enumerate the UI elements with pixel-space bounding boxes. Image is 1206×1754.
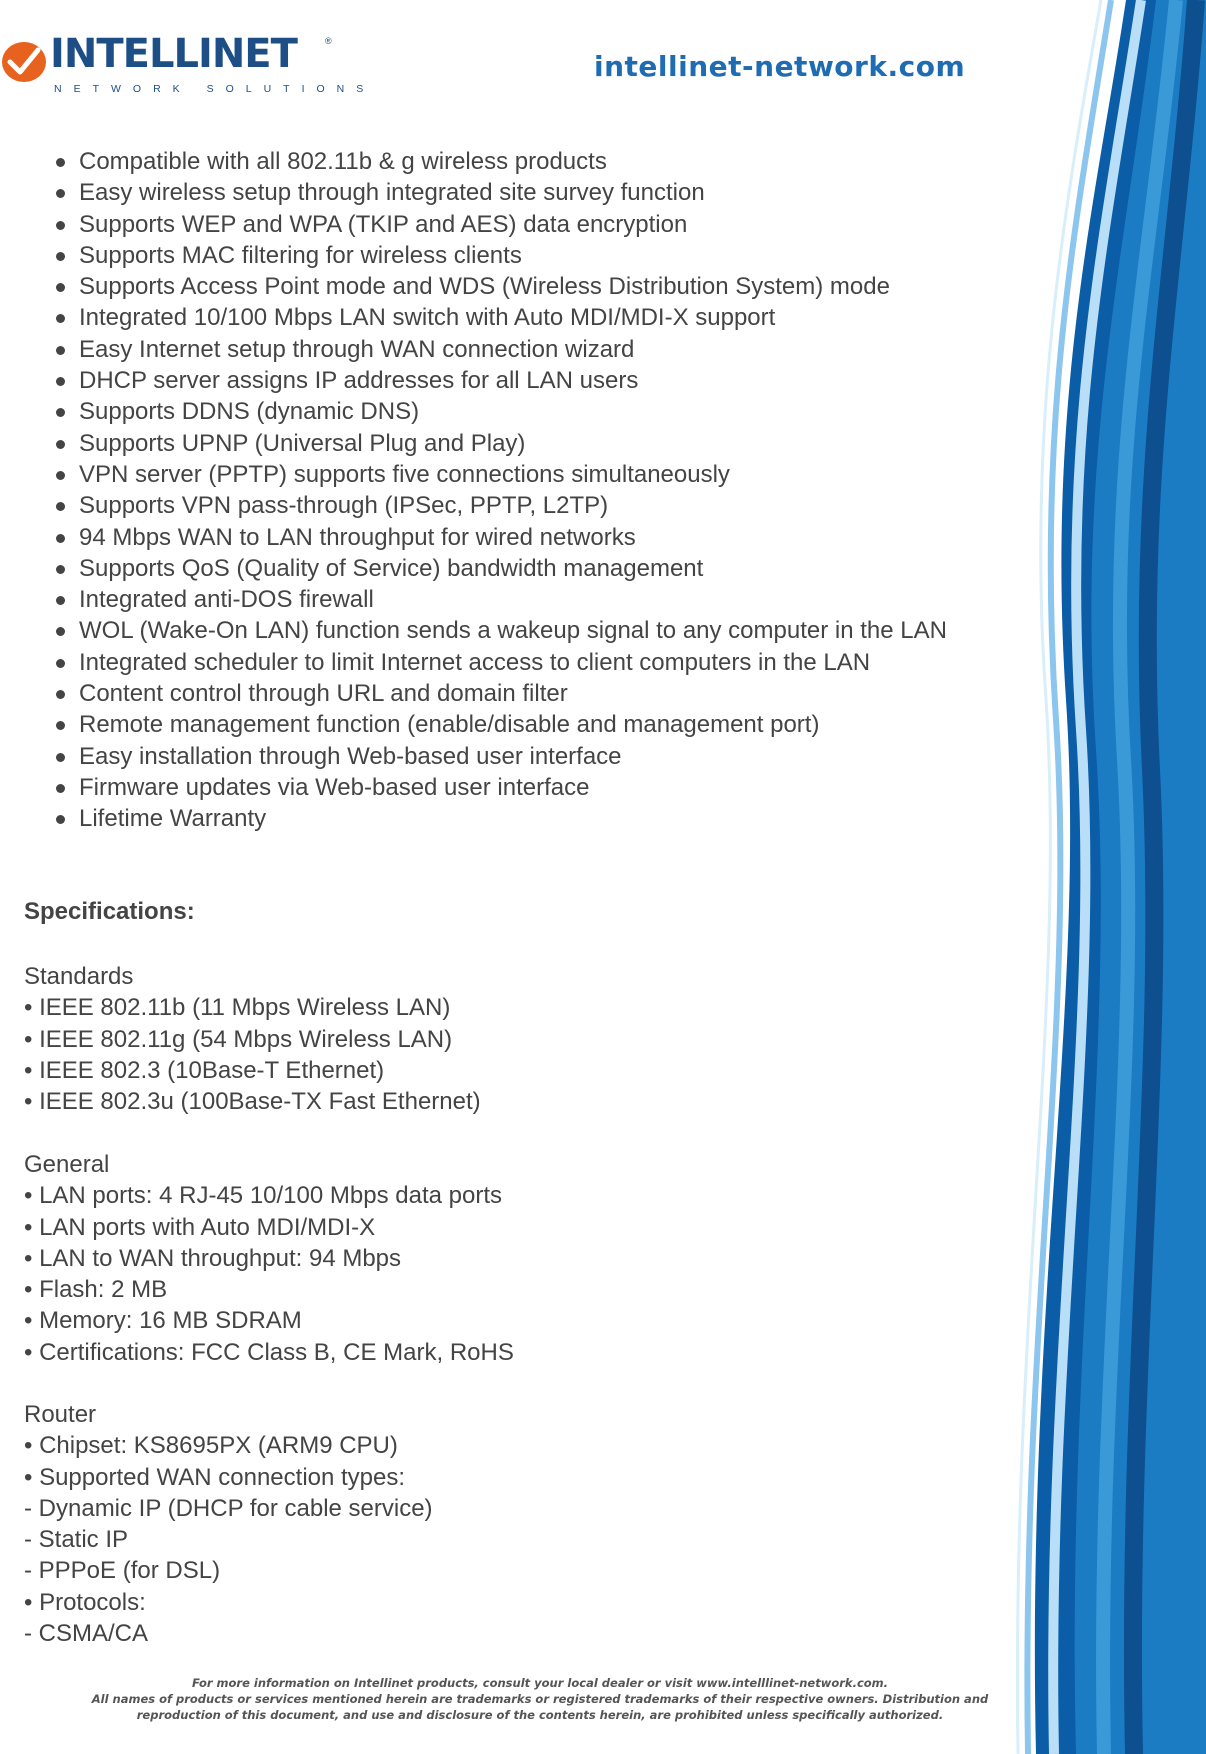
list-item: Easy Internet setup through WAN connection wizard	[54, 334, 947, 365]
general-section	[24, 1149, 514, 1368]
list-item: Content control through URL and domain filter	[54, 678, 947, 709]
footer-line: All names of products or services mentioned herein are trademarks or registered trademarks of their respective owners. Distribution and	[91, 1692, 989, 1706]
list-item: VPN server (PPTP) supports five connections simultaneously	[54, 459, 947, 490]
spec-item: • LAN to WAN throughput: 94 Mbps	[24, 1244, 402, 1272]
spec-item: • IEEE 802.11b (11 Mbps Wireless LAN)	[24, 994, 451, 1022]
bullet-icon	[56, 815, 65, 824]
bullet-icon	[56, 753, 65, 762]
spec-item: - PPPoE (for DSL)	[24, 1557, 221, 1585]
bullet-icon	[56, 346, 65, 355]
spec-item: • IEEE 802.3u (100Base-TX Fast Ethernet)	[24, 1088, 481, 1116]
bullet-icon	[56, 627, 65, 636]
footer-line: reproduction of this document, and use and disclosure of the contents herein, are prohibited unless specifically authorized.	[136, 1708, 944, 1722]
spec-item: • LAN ports with Auto MDI/MDI-X	[24, 1213, 376, 1241]
list-item: Supports WEP and WPA (TKIP and AES) data encryption	[54, 209, 947, 240]
bullet-icon	[56, 502, 65, 511]
list-item: WOL (Wake-On LAN) function sends a wakeup signal to any computer in the LAN	[54, 615, 947, 646]
router-section	[24, 1399, 433, 1649]
bullet-icon	[56, 659, 65, 668]
spec-item: • IEEE 802.3 (10Base-T Ethernet)	[24, 1056, 385, 1084]
spec-item: • Supported WAN connection types:	[24, 1463, 406, 1491]
feature-list	[54, 146, 947, 835]
list-item: Supports VPN pass-through (IPSec, PPTP, L2TP)	[54, 490, 947, 521]
list-item: Supports MAC filtering for wireless clients	[54, 240, 947, 271]
bullet-icon	[56, 408, 65, 417]
list-item: Supports DDNS (dynamic DNS)	[54, 396, 947, 427]
bullet-icon	[56, 221, 65, 230]
list-item: Integrated 10/100 Mbps LAN switch with Auto MDI/MDI-X support	[54, 302, 947, 333]
bullet-icon	[56, 440, 65, 449]
section-heading: General	[24, 1151, 110, 1178]
list-item: DHCP server assigns IP addresses for all LAN users	[54, 365, 947, 396]
section-heading: Router	[24, 1401, 97, 1428]
list-item: Remote management function (enable/disable and management port)	[54, 709, 947, 740]
bullet-icon	[56, 690, 65, 699]
spec-item: • IEEE 802.11g (54 Mbps Wireless LAN)	[24, 1025, 453, 1053]
bullet-icon	[56, 283, 65, 292]
standards-section	[24, 961, 481, 1117]
list-item: Supports Access Point mode and WDS (Wireless Distribution System) mode	[54, 271, 947, 302]
decorative-wave-graphic	[1006, 0, 1206, 1754]
logo-wordmark: INTELLINET	[50, 31, 297, 77]
list-item: Easy installation through Web-based user interface	[54, 741, 947, 772]
intellinet-logo	[0, 31, 376, 98]
list-item: Firmware updates via Web-based user interface	[54, 772, 947, 803]
spec-item: • Chipset: KS8695PX (ARM9 CPU)	[24, 1432, 398, 1460]
logo-mark-icon	[0, 38, 48, 86]
list-item: 94 Mbps WAN to LAN throughput for wired networks	[54, 522, 947, 553]
spec-item: • LAN ports: 4 RJ-45 10/100 Mbps data ports	[24, 1182, 502, 1210]
footer-line: For more information on Intellinet products, consult your local dealer or visit www.intelllinet-network.com.	[191, 1676, 889, 1690]
bullet-icon	[56, 158, 65, 167]
list-item: Supports UPNP (Universal Plug and Play)	[54, 428, 947, 459]
registered-mark: ®	[325, 36, 332, 46]
spec-item: • Certifications: FCC Class B, CE Mark, RoHS	[24, 1338, 514, 1366]
specifications-heading: Specifications:	[24, 898, 195, 925]
bullet-icon	[56, 534, 65, 543]
spec-item: - CSMA/CA	[24, 1620, 149, 1648]
spec-item: • Protocols:	[24, 1588, 146, 1616]
footer-disclaimer	[20, 1675, 1060, 1723]
list-item: Compatible with all 802.11b & g wireless products	[54, 146, 947, 177]
list-item: Integrated anti-DOS firewall	[54, 584, 947, 615]
list-item: Lifetime Warranty	[54, 803, 947, 834]
bullet-icon	[56, 596, 65, 605]
spec-item: - Dynamic IP (DHCP for cable service)	[24, 1494, 433, 1522]
bullet-icon	[56, 471, 65, 480]
spec-item: - Static IP	[24, 1526, 129, 1554]
bullet-icon	[56, 314, 65, 323]
bullet-icon	[56, 784, 65, 793]
bullet-icon	[56, 189, 65, 198]
bullet-icon	[56, 377, 65, 386]
logo-tagline: NETWORK SOLUTIONS	[54, 83, 376, 95]
list-item: Integrated scheduler to limit Internet access to client computers in the LAN	[54, 647, 947, 678]
spec-item: • Flash: 2 MB	[24, 1276, 168, 1304]
spec-item: • Memory: 16 MB SDRAM	[24, 1307, 302, 1335]
bullet-icon	[56, 721, 65, 730]
section-heading: Standards	[24, 963, 134, 990]
list-item: Supports QoS (Quality of Service) bandwidth management	[54, 553, 947, 584]
bullet-icon	[56, 565, 65, 574]
list-item: Easy wireless setup through integrated site survey function	[54, 177, 947, 208]
bullet-icon	[56, 252, 65, 261]
website-url: intellinet-network.com	[594, 50, 966, 83]
